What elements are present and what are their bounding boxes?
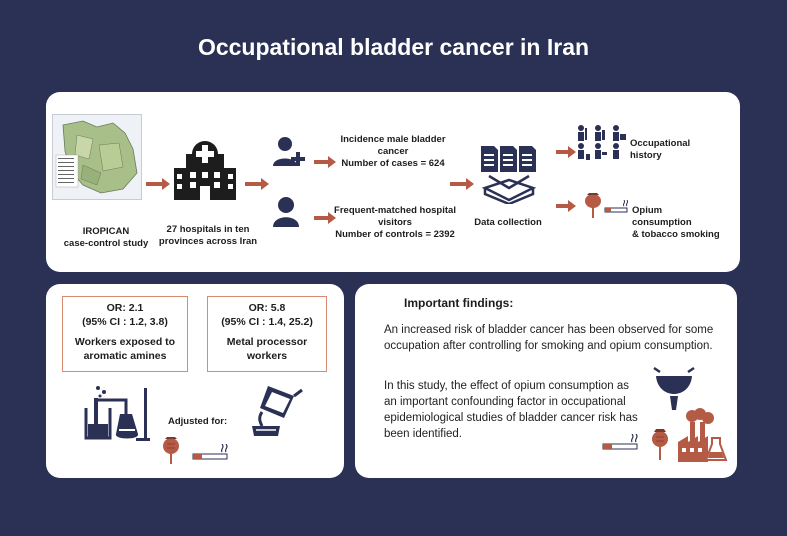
or-metal-processor-box xyxy=(207,296,327,372)
or-metal-value: OR: 5.8 xyxy=(248,302,286,314)
or-aromatic-amines-box xyxy=(62,296,188,372)
user-add-icon xyxy=(272,136,306,168)
metal-pour-icon xyxy=(250,382,306,438)
or-aromatic-label: Workers exposed to aromatic amines xyxy=(74,336,176,362)
arrow-map-to-hospital xyxy=(146,178,170,190)
or-aromatic-value: OR: 2.1 xyxy=(106,302,144,314)
or-metal-label: Metal processor workers xyxy=(226,336,308,362)
bladder-icon xyxy=(652,366,696,412)
adjusted-for-label: Adjusted for: xyxy=(168,416,228,427)
hospitals-caption: 27 hospitals in ten provinces across Iran xyxy=(158,224,258,247)
findings-paragraph-1: An increased risk of bladder cancer has been observed for some occupation after controlling for smoking and opium consumption. xyxy=(384,324,714,352)
user-icon xyxy=(272,196,300,228)
arrow-to-data-collection xyxy=(450,178,474,190)
hospital-icon xyxy=(172,140,238,200)
factory-icon xyxy=(676,408,728,464)
map-caption: IROPICAN case-control study xyxy=(63,226,149,249)
findings-paragraph-2: In this study, the effect of opium consumption as an important confounding factor in occupational epidemiological studies of bladder cancer risk has been identified. xyxy=(384,380,638,440)
cases-text: Incidence male bladder cancer Number of cases = 624 xyxy=(340,134,446,169)
or-metal-ci: (95% CI : 1.4, 25.2) xyxy=(221,316,313,328)
lab-glassware-icon xyxy=(80,384,152,442)
arrow-to-opium xyxy=(556,200,576,212)
page-title: Occupational bladder cancer in Iran xyxy=(197,34,590,60)
cigarette-icon xyxy=(192,444,230,460)
arrow-hospital-to-participants xyxy=(245,178,269,190)
arrow-to-occupational xyxy=(556,146,576,158)
data-collection-label: Data collection xyxy=(474,217,542,228)
cigarette-icon xyxy=(602,434,640,450)
findings-heading: Important findings: xyxy=(404,296,514,310)
occupational-history-label: Occupational history xyxy=(630,138,691,161)
controls-text: Frequent-matched hospital visitors Number of controls = 2392 xyxy=(334,205,456,240)
or-aromatic-ci: (95% CI : 1.2, 3.8) xyxy=(82,316,168,328)
poppy-icon xyxy=(161,436,181,464)
documents-icon xyxy=(479,144,539,204)
poppy-icon xyxy=(583,192,603,218)
workers-icon xyxy=(576,124,628,168)
iran-map-icon xyxy=(52,114,142,200)
opium-tobacco-label: Opium consumption & tobacco smoking xyxy=(632,205,720,240)
cigarette-icon xyxy=(604,200,630,214)
arrow-to-cases xyxy=(314,156,336,168)
poppy-icon xyxy=(650,428,670,460)
